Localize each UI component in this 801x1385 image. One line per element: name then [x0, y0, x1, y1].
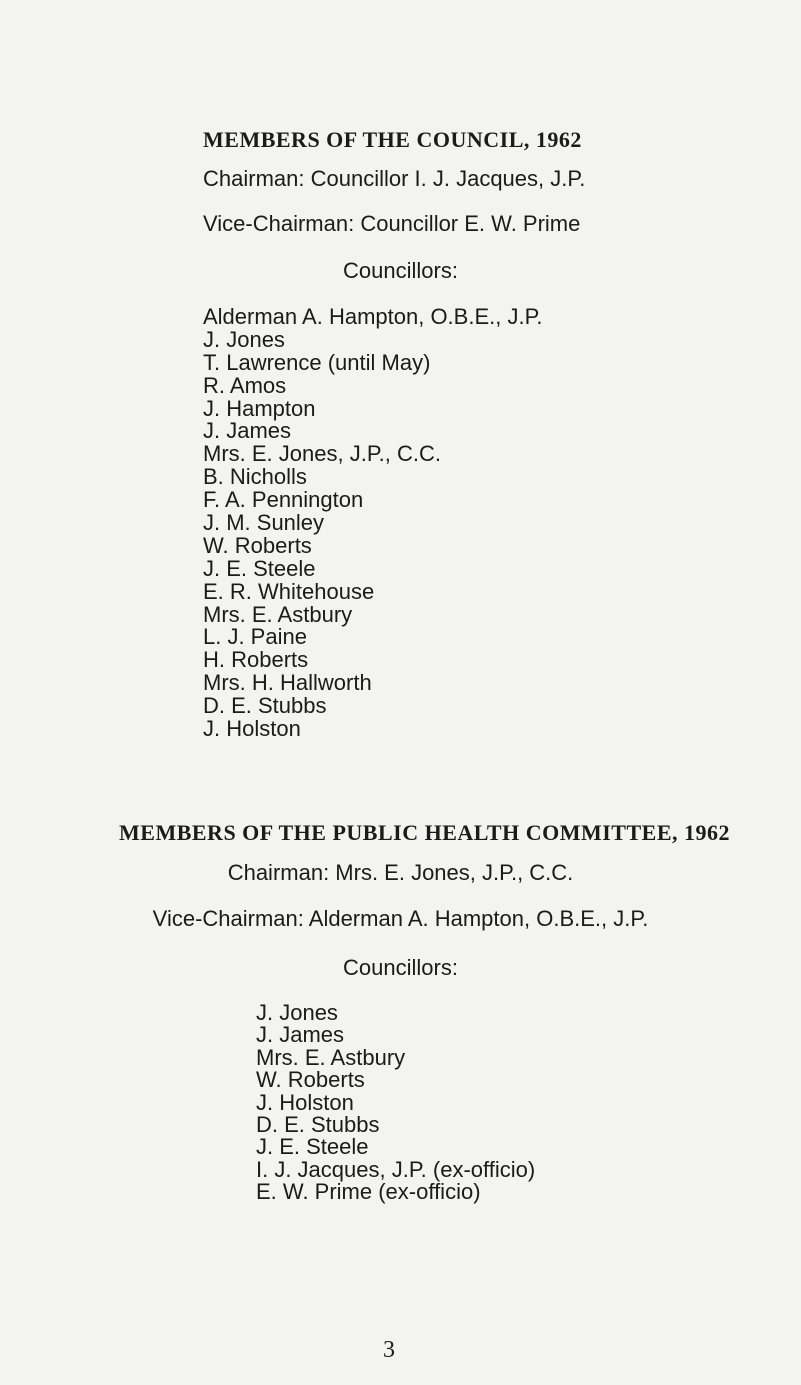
member-name: J. E. Steele: [203, 555, 316, 581]
committee-members-list: [256, 1002, 535, 1204]
committee-chairman: Chairman: Mrs. E. Jones, J.P., C.C.: [227, 860, 574, 885]
council-heading: MEMBERS OF THE COUNCIL, 1962: [203, 127, 582, 152]
member-name: R. Amos: [203, 372, 287, 398]
member-name: J. Jones: [256, 1000, 338, 1025]
council-vice-chairman: Vice-Chairman: Councillor E. W. Prime: [203, 211, 581, 236]
committee-vice-chairman: Vice-Chairman: Alderman A. Hampton, O.B.E., J.P.: [152, 906, 649, 931]
member-name: Alderman A. Hampton, O.B.E., J.P.: [203, 304, 543, 329]
member-name: L. J. Paine: [203, 624, 307, 650]
member-name: J. James: [203, 418, 292, 444]
member-name: I. J. Jacques, J.P. (ex-officio): [256, 1156, 536, 1182]
member-name: E. R. Whitehouse: [203, 578, 375, 604]
member-name: J. James: [256, 1022, 345, 1048]
committee-heading: MEMBERS OF THE PUBLIC HEALTH COMMITTEE, 1962: [119, 820, 730, 845]
member-name: F. A. Pennington: [203, 487, 364, 513]
member-name: W. Roberts: [203, 532, 312, 558]
council-members-list: [203, 306, 543, 741]
member-name: D. E. Stubbs: [203, 693, 327, 719]
member-name: B. Nicholls: [203, 464, 307, 490]
member-name: J. Jones: [203, 326, 285, 352]
council-councillors-heading: Councillors:: [343, 258, 458, 283]
member-name: J. Hampton: [203, 395, 316, 421]
member-name: J. Holston: [203, 716, 301, 742]
member-name: E. W. Prime (ex-officio): [256, 1179, 481, 1205]
member-name: Mrs. E. Astbury: [203, 601, 353, 627]
page-number: 3: [383, 1337, 395, 1363]
committee-councillors-heading: Councillors:: [343, 955, 458, 980]
member-name: J. E. Steele: [256, 1134, 369, 1160]
member-name: J. Holston: [256, 1089, 354, 1115]
member-name: J. M. Sunley: [203, 510, 325, 536]
member-name: H. Roberts: [203, 647, 309, 673]
council-chairman: Chairman: Councillor I. J. Jacques, J.P.: [203, 166, 586, 191]
member-name: Mrs. E. Astbury: [256, 1044, 406, 1070]
member-name: T. Lawrence (until May): [203, 349, 431, 375]
member-name: W. Roberts: [256, 1067, 365, 1093]
member-name: Mrs. E. Jones, J.P., C.C.: [203, 441, 441, 467]
member-name: Mrs. H. Hallworth: [203, 670, 372, 696]
member-name: D. E. Stubbs: [256, 1111, 380, 1137]
